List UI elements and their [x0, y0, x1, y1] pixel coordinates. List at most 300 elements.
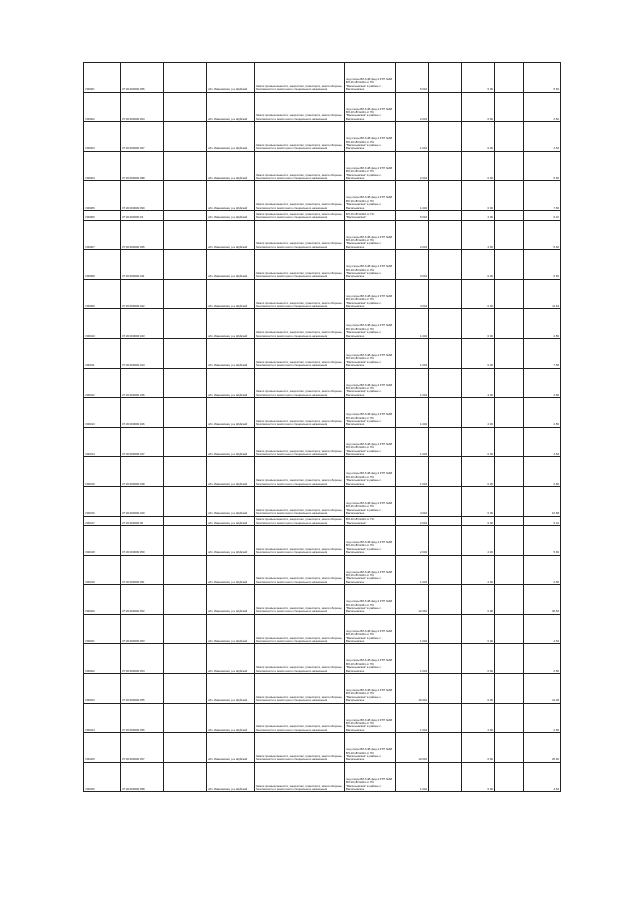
row-id: V00026 [84, 762, 121, 792]
area: 1.004 [396, 614, 429, 644]
permitted-use: ВЛ-10 кВ №410 от ПС "Васильевская" [345, 210, 396, 220]
address: обл. Ивановская, р-н Шуйский [207, 398, 255, 428]
row-id: V00016 [84, 486, 121, 516]
cadastral-number: 37:30:000000:351 [121, 555, 164, 585]
empty-cell [495, 122, 524, 152]
land-category: Земли промышленности, энергетики, транспорта, земли обороны, безопасности и земли иного специального назначения [255, 398, 345, 428]
rate: 2.00 [462, 220, 495, 250]
empty-cell [164, 92, 207, 122]
land-category: Земли промышленности, энергетики, транспорта, земли обороны, безопасности и земли иного специального назначения [255, 220, 345, 250]
empty-cell [429, 309, 462, 339]
row-id: V00020 [84, 585, 121, 615]
area: 12.004 [396, 585, 429, 615]
cadastral-number: 37:30:000000:350 [121, 526, 164, 556]
cadastral-number: 37:30:000000:395 [121, 220, 164, 250]
cadastral-number: 37:30:000000:346 [121, 398, 164, 428]
empty-cell [429, 703, 462, 733]
row-id: V00003 [84, 122, 121, 152]
permitted-use: под опоры ВЛ-6 кВ фид.4 КТП №68 ВЛ-10 кВ №411 от ПС "Васильевская" в районе с. Васильевское [345, 181, 396, 211]
area: 1.004 [396, 309, 429, 339]
rate: 0.00 [462, 63, 495, 93]
address: обл. Ивановская, р-н Шуйский [207, 486, 255, 516]
land-category: Земли промышленности, энергетики, транспорта, земли обороны, безопасности и земли иного специального назначения [255, 585, 345, 615]
area: 1.004 [396, 427, 429, 457]
address: обл. Ивановская, р-н Шуйский [207, 63, 255, 93]
permitted-use: под опоры ВЛ-6 кВ фид.4 КТП №68 ВЛ-10 кВ №411 от ПС "Васильевская" в районе с. Васильевское [345, 526, 396, 556]
row-id: V00022 [84, 644, 121, 674]
empty-cell [495, 555, 524, 585]
empty-cell [164, 368, 207, 398]
area: 1.004 [396, 122, 429, 152]
tax-amount: 6.10 [524, 210, 561, 220]
address: обл. Ивановская, р-н Шуйский [207, 526, 255, 556]
cadastral-number: 37:30:000000:05 [121, 516, 164, 526]
row-id: V00013 [84, 398, 121, 428]
table-row [84, 92, 561, 122]
table-row [84, 762, 561, 792]
area: 1.004 [396, 398, 429, 428]
cadastral-number: 37:30:000000:347 [121, 427, 164, 457]
table-row [84, 427, 561, 457]
area: 1.004 [396, 644, 429, 674]
empty-cell [429, 762, 462, 792]
table-row [84, 614, 561, 644]
row-id: V00021 [84, 614, 121, 644]
land-category: Земли промышленности, энергетики, транспорта, земли обороны, безопасности и земли иного специального назначения [255, 427, 345, 457]
address: обл. Ивановская, р-н Шуйский [207, 92, 255, 122]
permitted-use: под опоры ВЛ-6 кВ фид.4 КТП №68 ВЛ-10 кВ №411 от ПС "Васильевская" в районе с. Васильевское [345, 457, 396, 487]
cadastral-number: 37:30:000000:04 [121, 210, 164, 220]
rate: 0.00 [462, 733, 495, 763]
rate: 2.00 [462, 526, 495, 556]
table-row [84, 526, 561, 556]
permitted-use: под опоры ВЛ-6 кВ фид.4 КТП №68 ВЛ-10 кВ №411 от ПС "Васильевская" в районе с. Васильевское [345, 151, 396, 181]
tax-amount: 5.60 [524, 151, 561, 181]
empty-cell [495, 733, 524, 763]
area: 16.004 [396, 674, 429, 704]
area: 1.004 [396, 703, 429, 733]
tax-amount: 2.54 [524, 122, 561, 152]
cadastral-number: 37:30:000000:343 [121, 309, 164, 339]
row-id: V00004 [84, 151, 121, 181]
permitted-use: под опоры ВЛ-6 кВ фид.4 КТП №68 ВЛ-10 кВ №411 от ПС "Васильевская" в районе с. Васильевское [345, 250, 396, 280]
table-row [84, 368, 561, 398]
empty-cell [429, 516, 462, 526]
table-row [84, 516, 561, 526]
cadastral-number: 37:30:000000:349 [121, 486, 164, 516]
rate: 2.00 [462, 398, 495, 428]
tax-amount: 5.10 [524, 516, 561, 526]
rate: 2.00 [462, 210, 495, 220]
empty-cell [495, 309, 524, 339]
land-category: Земли промышленности, энергетики, транспорта, земли обороны, безопасности и земли иного специального назначения [255, 486, 345, 516]
area: 2.004 [396, 516, 429, 526]
empty-cell [429, 92, 462, 122]
table-row [84, 733, 561, 763]
land-category: Земли промышленности, энергетики, транспорта, земли обороны, безопасности и земли иного специального назначения [255, 210, 345, 220]
row-id: V00001 [84, 63, 121, 93]
area: 10.004 [396, 733, 429, 763]
table-row [84, 279, 561, 309]
empty-cell [495, 674, 524, 704]
empty-cell [495, 614, 524, 644]
land-category: Земли промышленности, энергетики, транспорта, земли обороны, безопасности и земли иного специального назначения [255, 555, 345, 585]
permitted-use: под опоры ВЛ-6 кВ фид.4 КТП №68 ВЛ-10 кВ №411 от ПС "Васильевская" в районе с. Васильевское [345, 674, 396, 704]
row-id: V00025 [84, 733, 121, 763]
rate: 0.00 [462, 122, 495, 152]
table-row [84, 220, 561, 250]
area: 4.004 [396, 279, 429, 309]
land-category: Земли промышленности, энергетики, транспорта, земли обороны, безопасности и земли иного специального назначения [255, 279, 345, 309]
land-category: Земли промышленности, энергетики, транспорта, земли обороны, безопасности и земли иного специального назначения [255, 181, 345, 211]
row-id: V00019 [84, 555, 121, 585]
empty-cell [164, 555, 207, 585]
cadastral-number: 37:30:000000:344 [121, 338, 164, 368]
rate: 2.00 [462, 703, 495, 733]
empty-cell [495, 526, 524, 556]
permitted-use: под опоры ВЛ-6 кВ фид.4 КТП №68 ВЛ-10 кВ №411 от ПС "Васильевская" в районе с. Васильевское [345, 309, 396, 339]
land-category: Земли промышленности, энергетики, транспорта, земли обороны, безопасности и земли иного специального назначения [255, 63, 345, 93]
permitted-use: под опоры ВЛ-6 кВ фид.4 КТП №68 ВЛ-10 кВ №411 от ПС "Васильевская" в районе с. Васильевское [345, 614, 396, 644]
area: 2.004 [396, 151, 429, 181]
empty-cell [164, 526, 207, 556]
empty-cell [429, 427, 462, 457]
table-row [84, 674, 561, 704]
empty-cell [164, 644, 207, 674]
area: 1.004 [396, 338, 429, 368]
cadastral-number: 37:30:000000:395 [121, 63, 164, 93]
cadastral-number: 37:30:000000:357 [121, 733, 164, 763]
cadastral-number: 37:30:000000:352 [121, 585, 164, 615]
empty-cell [164, 181, 207, 211]
tax-amount: 2.56 [524, 368, 561, 398]
cadastral-number: 37:30:000000:399 [121, 181, 164, 211]
table-row [84, 555, 561, 585]
empty-cell [495, 457, 524, 487]
table-row [84, 309, 561, 339]
table-body [84, 63, 561, 792]
row-id: V00024 [84, 703, 121, 733]
land-category: Земли промышленности, энергетики, транспорта, земли обороны, безопасности и земли иного специального назначения [255, 368, 345, 398]
cadastral-number: 37:30:000000:356 [121, 703, 164, 733]
empty-cell [429, 250, 462, 280]
area: 2.004 [396, 220, 429, 250]
empty-cell [164, 733, 207, 763]
empty-cell [495, 63, 524, 93]
table-row [84, 151, 561, 181]
table-row [84, 457, 561, 487]
cadastral-number: 37:30:000000:398 [121, 151, 164, 181]
address: обл. Ивановская, р-н Шуйский [207, 151, 255, 181]
rate: 0.00 [462, 614, 495, 644]
empty-cell [164, 703, 207, 733]
empty-cell [429, 181, 462, 211]
empty-cell [495, 486, 524, 516]
row-id: V00007 [84, 220, 121, 250]
rate: 0.00 [462, 181, 495, 211]
row-id: V00015 [84, 457, 121, 487]
rate: 0.00 [462, 250, 495, 280]
address: обл. Ивановская, р-н Шуйский [207, 220, 255, 250]
permitted-use: под опоры ВЛ-6 кВ фид.4 КТП №68 ВЛ-10 кВ №411 от ПС "Васильевская" в районе с. Васильевское [345, 733, 396, 763]
empty-cell [495, 338, 524, 368]
table-row [84, 644, 561, 674]
empty-cell [429, 398, 462, 428]
empty-cell [429, 338, 462, 368]
tax-amount: 2.56 [524, 703, 561, 733]
empty-cell [429, 585, 462, 615]
empty-cell [164, 338, 207, 368]
empty-cell [495, 151, 524, 181]
table-row [84, 585, 561, 615]
cadastral-number: 37:30:000000:345 [121, 368, 164, 398]
empty-cell [495, 181, 524, 211]
rate: 0.00 [462, 516, 495, 526]
area: 1.004 [396, 555, 429, 585]
rate: 0.00 [462, 486, 495, 516]
address: обл. Ивановская, р-н Шуйский [207, 250, 255, 280]
permitted-use: под опоры ВЛ-6 кВ фид.4 КТП №68 ВЛ-10 кВ №411 от ПС "Васильевская" в районе с. Васильевское [345, 279, 396, 309]
cadastral-number: 37:30:000000:342 [121, 279, 164, 309]
land-tax-table [83, 62, 561, 792]
empty-cell [429, 457, 462, 487]
land-category: Земли промышленности, энергетики, транспорта, земли обороны, безопасности и земли иного специального назначения [255, 762, 345, 792]
permitted-use: под опоры ВЛ-6 кВ фид.4 КТП №68 ВЛ-10 кВ №411 от ПС "Васильевская" в районе с. Васильевское [345, 63, 396, 93]
permitted-use: под опоры ВЛ-6 кВ фид.4 КТП №68 ВЛ-10 кВ №411 от ПС "Васильевская" в районе с. Васильевское [345, 368, 396, 398]
tax-amount: 2.56 [524, 555, 561, 585]
empty-cell [429, 151, 462, 181]
permitted-use: под опоры ВЛ-6 кВ фид.4 КТП №68 ВЛ-10 кВ №411 от ПС "Васильевская" в районе с. Васильевское [345, 92, 396, 122]
land-category: Земли промышленности, энергетики, транспорта, земли обороны, безопасности и земли иного специального назначения [255, 92, 345, 122]
empty-cell [164, 614, 207, 644]
land-category: Земли промышленности, энергетики, транспорта, земли обороны, безопасности и земли иного специального назначения [255, 309, 345, 339]
cadastral-number: 37:30:000000:353 [121, 614, 164, 644]
empty-cell [429, 733, 462, 763]
rate: 0.00 [462, 674, 495, 704]
cadastral-number: 37:30:000000:394 [121, 92, 164, 122]
address: обл. Ивановская, р-н Шуйский [207, 210, 255, 220]
tax-amount: 11.64 [524, 279, 561, 309]
area: 4.004 [396, 486, 429, 516]
rate: 0.00 [462, 279, 495, 309]
address: обл. Ивановская, р-н Шуйский [207, 457, 255, 487]
permitted-use: под опоры ВЛ-6 кВ фид.4 КТП №68 ВЛ-10 кВ №411 от ПС "Васильевская" в районе с. Васильевское [345, 220, 396, 250]
table-row [84, 703, 561, 733]
tax-amount: 2.56 [524, 398, 561, 428]
empty-cell [495, 398, 524, 428]
empty-cell [429, 210, 462, 220]
tax-amount: 25.60 [524, 733, 561, 763]
row-id: V00018 [84, 526, 121, 556]
land-category: Земли промышленности, энергетики, транспорта, земли обороны, безопасности и земли иного специального назначения [255, 338, 345, 368]
row-id: V00011 [84, 338, 121, 368]
address: обл. Ивановская, р-н Шуйский [207, 644, 255, 674]
address: обл. Ивановская, р-н Шуйский [207, 427, 255, 457]
empty-cell [429, 122, 462, 152]
address: обл. Ивановская, р-н Шуйский [207, 122, 255, 152]
empty-cell [164, 63, 207, 93]
tax-amount: 2.56 [524, 644, 561, 674]
tax-amount: 2.54 [524, 762, 561, 792]
empty-cell [495, 516, 524, 526]
tax-amount: 2.52 [524, 92, 561, 122]
empty-cell [429, 279, 462, 309]
land-category: Земли промышленности, энергетики, транспорта, земли обороны, безопасности и земли иного специального назначения [255, 151, 345, 181]
tax-amount: 41.28 [524, 674, 561, 704]
tax-amount: 7.56 [524, 338, 561, 368]
rate: 2.00 [462, 555, 495, 585]
land-category: Земли промышленности, энергетики, транспорта, земли обороны, безопасности и земли иного специального назначения [255, 674, 345, 704]
area: 1.004 [396, 457, 429, 487]
empty-cell [164, 516, 207, 526]
land-category: Земли промышленности, энергетики, транспорта, земли обороны, безопасности и земли иного специального назначения [255, 644, 345, 674]
area: 2.004 [396, 526, 429, 556]
address: обл. Ивановская, р-н Шуйский [207, 309, 255, 339]
table-row [84, 338, 561, 368]
rate: 2.00 [462, 368, 495, 398]
tax-amount: 10.68 [524, 486, 561, 516]
empty-cell [495, 250, 524, 280]
area: 5.004 [396, 63, 429, 93]
empty-cell [429, 486, 462, 516]
rate: 0.00 [462, 92, 495, 122]
rate: 0.00 [462, 585, 495, 615]
empty-cell [164, 210, 207, 220]
address: обл. Ивановская, р-н Шуйский [207, 614, 255, 644]
row-id: V00017 [84, 516, 121, 526]
address: обл. Ивановская, р-н Шуйский [207, 762, 255, 792]
row-id: V00012 [84, 368, 121, 398]
empty-cell [495, 644, 524, 674]
row-id: V00009 [84, 279, 121, 309]
empty-cell [164, 250, 207, 280]
address: обл. Ивановская, р-н Шуйский [207, 733, 255, 763]
table-row [84, 122, 561, 152]
area: 5.004 [396, 210, 429, 220]
land-category: Земли промышленности, энергетики, транспорта, земли обороны, безопасности и земли иного специального назначения [255, 122, 345, 152]
empty-cell [164, 151, 207, 181]
address: обл. Ивановская, р-н Шуйский [207, 279, 255, 309]
area: 1.004 [396, 181, 429, 211]
row-id: V00014 [84, 427, 121, 457]
permitted-use: под опоры ВЛ-6 кВ фид.4 КТП №68 ВЛ-10 кВ №411 от ПС "Васильевская" в районе с. Васильевское [345, 703, 396, 733]
address: обл. Ивановская, р-н Шуйский [207, 585, 255, 615]
empty-cell [429, 555, 462, 585]
cadastral-number: 37:30:000000:354 [121, 644, 164, 674]
address: обл. Ивановская, р-н Шуйский [207, 703, 255, 733]
empty-cell [495, 220, 524, 250]
land-category: Земли промышленности, энергетики, транспорта, земли обороны, безопасности и земли иного специального назначения [255, 733, 345, 763]
table-row [84, 398, 561, 428]
rate: 0.00 [462, 762, 495, 792]
permitted-use: под опоры ВЛ-6 кВ фид.4 КТП №68 ВЛ-10 кВ №411 от ПС "Васильевская" в районе с. Васильевское [345, 427, 396, 457]
area: 2.004 [396, 92, 429, 122]
tax-amount: 7.56 [524, 181, 561, 211]
empty-cell [495, 92, 524, 122]
address: обл. Ивановская, р-н Шуйский [207, 181, 255, 211]
empty-cell [495, 585, 524, 615]
empty-cell [164, 122, 207, 152]
cadastral-number: 37:30:000000:341 [121, 250, 164, 280]
address: обл. Ивановская, р-н Шуйский [207, 674, 255, 704]
area: 1.004 [396, 368, 429, 398]
row-id: V00008 [84, 250, 121, 280]
tax-amount: 5.63 [524, 63, 561, 93]
rate: 0.00 [462, 427, 495, 457]
row-id: V00005 [84, 181, 121, 211]
empty-cell [495, 762, 524, 792]
empty-cell [164, 398, 207, 428]
empty-cell [429, 674, 462, 704]
empty-cell [164, 585, 207, 615]
row-id: V00006 [84, 210, 121, 220]
empty-cell [495, 703, 524, 733]
row-id: V00010 [84, 309, 121, 339]
land-category: Земли промышленности, энергетики, транспорта, земли обороны, безопасности и земли иного специального назначения [255, 250, 345, 280]
empty-cell [495, 368, 524, 398]
address: обл. Ивановская, р-н Шуйский [207, 338, 255, 368]
land-category: Земли промышленности, энергетики, транспорта, земли обороны, безопасности и земли иного специального назначения [255, 703, 345, 733]
permitted-use: под опоры ВЛ-6 кВ фид.4 КТП №68 ВЛ-10 кВ №411 от ПС "Васильевская" в районе с. Васильевское [345, 338, 396, 368]
table-row [84, 181, 561, 211]
tax-amount: 2.54 [524, 427, 561, 457]
tax-amount: 5.62 [524, 220, 561, 250]
permitted-use: под опоры ВЛ-6 кВ фид.4 КТП №68 ВЛ-10 кВ №411 от ПС "Васильевская" в районе с. Васильевское [345, 644, 396, 674]
cadastral-number: 37:30:000000:397 [121, 122, 164, 152]
area: 1.004 [396, 762, 429, 792]
cadastral-number: 37:30:000000:355 [121, 674, 164, 704]
tax-amount: 30.52 [524, 585, 561, 615]
address: обл. Ивановская, р-н Шуйский [207, 368, 255, 398]
empty-cell [429, 63, 462, 93]
permitted-use: под опоры ВЛ-6 кВ фид.4 КТП №68 ВЛ-10 кВ №411 от ПС "Васильевская" в районе с. Васильевское [345, 486, 396, 516]
table-row [84, 63, 561, 93]
address: обл. Ивановская, р-н Шуйский [207, 516, 255, 526]
land-category: Земли промышленности, энергетики, транспорта, земли обороны, безопасности и земли иного специального назначения [255, 614, 345, 644]
area: 3.004 [396, 250, 429, 280]
cadastral-number: 37:30:000000:358 [121, 762, 164, 792]
empty-cell [164, 279, 207, 309]
land-category: Земли промышленности, энергетики, транспорта, земли обороны, безопасности и земли иного специального назначения [255, 457, 345, 487]
empty-cell [164, 674, 207, 704]
tax-amount: 6.53 [524, 250, 561, 280]
permitted-use: под опоры ВЛ-6 кВ фид.4 КТП №68 ВЛ-10 кВ №411 от ПС "Васильевская" в районе с. Васильевское [345, 398, 396, 428]
row-id: V00002 [84, 92, 121, 122]
permitted-use: под опоры ВЛ-6 кВ фид.4 КТП №68 ВЛ-10 кВ №411 от ПС "Васильевская" в районе с. Васильевское [345, 762, 396, 792]
empty-cell [429, 526, 462, 556]
table-row [84, 250, 561, 280]
land-category: Земли промышленности, энергетики, транспорта, земли обороны, безопасности и земли иного специального назначения [255, 526, 345, 556]
tax-amount: 5.60 [524, 526, 561, 556]
empty-cell [429, 220, 462, 250]
land-category: Земли промышленности, энергетики, транспорта, земли обороны, безопасности и земли иного специального назначения [255, 516, 345, 526]
rate: 0.00 [462, 338, 495, 368]
empty-cell [164, 457, 207, 487]
empty-cell [164, 427, 207, 457]
empty-cell [429, 368, 462, 398]
empty-cell [495, 427, 524, 457]
empty-cell [164, 486, 207, 516]
tax-amount: 2.56 [524, 309, 561, 339]
empty-cell [495, 210, 524, 220]
tax-amount: 2.54 [524, 614, 561, 644]
table-row [84, 486, 561, 516]
rate: 0.00 [462, 309, 495, 339]
table-row [84, 210, 561, 220]
permitted-use: под опоры ВЛ-6 кВ фид.4 КТП №68 ВЛ-10 кВ №411 от ПС "Васильевская" в районе с. Васильевское [345, 555, 396, 585]
empty-cell [429, 644, 462, 674]
cadastral-number: 37:30:000000:348 [121, 457, 164, 487]
